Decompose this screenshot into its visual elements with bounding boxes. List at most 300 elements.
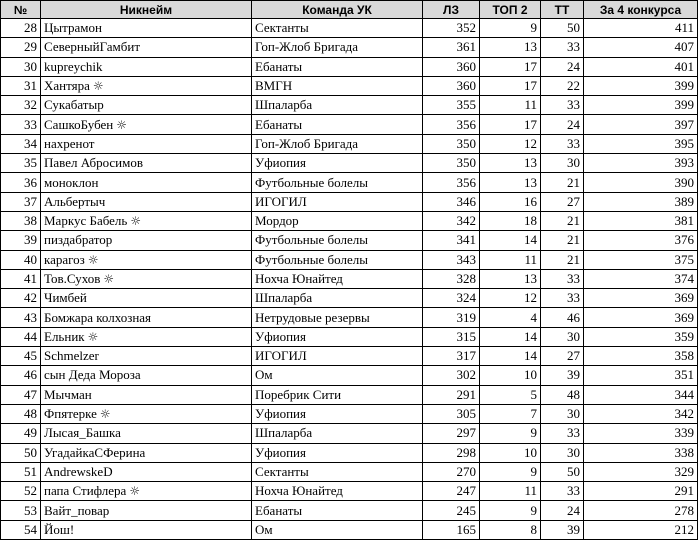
total-cell-text: 393 — [674, 155, 694, 171]
rank-cell-text: 37 — [24, 193, 37, 209]
lz-cell — [423, 308, 480, 327]
total-cell-text: 359 — [674, 328, 694, 344]
lz-cell — [423, 173, 480, 192]
rank-cell — [1, 347, 41, 366]
nickname-cell — [41, 308, 252, 327]
nickname-cell-text: моноклон — [44, 174, 99, 190]
top2-cell-text: 8 — [530, 521, 537, 537]
lz-cell-text: 328 — [456, 271, 476, 286]
nickname-cell-text: Бомжара колхозная — [44, 309, 152, 325]
tt-cell-text: 50 — [567, 20, 580, 36]
top2-cell — [480, 211, 541, 230]
total-cell — [584, 520, 698, 539]
lz-cell — [423, 76, 480, 95]
top2-cell — [480, 289, 541, 308]
total-cell — [584, 134, 698, 153]
rank-cell-text: 35 — [24, 155, 37, 171]
team-cell-text: Ом — [255, 367, 273, 383]
rank-cell-text: 48 — [24, 406, 37, 422]
tt-cell — [541, 134, 584, 153]
tt-cell-text: 21 — [567, 174, 580, 190]
team-cell — [252, 76, 423, 95]
lz-cell — [423, 443, 480, 462]
team-cell — [252, 38, 423, 57]
tt-cell — [541, 347, 584, 366]
lz-cell — [423, 366, 480, 385]
top2-cell-text: 9 — [530, 20, 537, 36]
nickname-cell-text: Ельник — [44, 328, 85, 344]
nickname-cell — [41, 211, 252, 230]
header-team: Команда УК — [252, 1, 423, 19]
rank-cell-text: 30 — [24, 58, 37, 74]
tt-cell-text: 50 — [567, 463, 580, 479]
rank-cell — [1, 115, 41, 134]
table-row — [1, 173, 698, 192]
tt-cell-text: 30 — [567, 444, 580, 460]
team-cell — [252, 19, 423, 38]
top2-cell — [480, 134, 541, 153]
table-row — [1, 424, 698, 443]
team-cell-text: Уфиопия — [255, 328, 306, 344]
rank-cell-text: 43 — [24, 309, 37, 325]
top2-cell — [480, 443, 541, 462]
lz-cell-text: 291 — [456, 386, 476, 402]
tt-cell-text: 27 — [567, 193, 580, 209]
team-cell-text: Футбольные болелы — [255, 232, 368, 248]
total-cell-text: 351 — [674, 367, 694, 383]
top2-cell — [480, 462, 541, 481]
table-row — [1, 96, 698, 115]
tt-cell — [541, 308, 584, 327]
total-cell-text: 338 — [674, 444, 694, 460]
top2-cell-text: 13 — [524, 155, 537, 171]
top2-cell — [480, 76, 541, 95]
team-cell — [252, 192, 423, 211]
team-cell — [252, 308, 423, 327]
rank-cell — [1, 482, 41, 501]
rank-cell — [1, 501, 41, 520]
tt-cell-text: 21 — [567, 232, 580, 248]
nickname-cell — [41, 443, 252, 462]
team-cell — [252, 154, 423, 173]
total-cell-text: 369 — [674, 290, 694, 306]
rank-cell-text: 50 — [24, 444, 37, 460]
top2-cell-text: 17 — [524, 116, 537, 132]
nickname-cell-text: Павел Абросимов — [44, 155, 143, 171]
nickname-cell — [41, 173, 252, 192]
nickname-cell-text: карагоз — [44, 251, 85, 267]
rank-cell-text: 44 — [24, 328, 37, 344]
header-number: № — [1, 1, 41, 19]
top2-cell-text: 13 — [524, 39, 537, 55]
tt-cell-text: 33 — [567, 135, 580, 151]
total-cell-text: 342 — [674, 406, 694, 422]
total-cell-text: 399 — [674, 97, 694, 113]
team-cell — [252, 385, 423, 404]
total-cell — [584, 57, 698, 76]
team-cell — [252, 96, 423, 115]
top2-cell-text: 17 — [524, 58, 537, 74]
team-cell-text: Ебанаты — [255, 502, 303, 518]
rank-cell — [1, 520, 41, 539]
table-row — [1, 501, 698, 520]
tt-cell — [541, 154, 584, 173]
lz-cell-text: 247 — [456, 483, 476, 499]
tt-cell — [541, 115, 584, 134]
team-cell-text: Футбольные болелы — [255, 251, 368, 267]
lz-cell-text: 305 — [456, 406, 476, 422]
table-row — [1, 462, 698, 481]
lz-cell — [423, 424, 480, 443]
top2-cell — [480, 366, 541, 385]
top2-cell — [480, 520, 541, 539]
total-cell — [584, 424, 698, 443]
tt-cell-text: 48 — [567, 386, 580, 402]
lz-cell — [423, 134, 480, 153]
nickname-cell — [41, 269, 252, 288]
team-cell-text: Нохча Юнайтед — [255, 483, 343, 499]
rank-cell — [1, 443, 41, 462]
lz-cell — [423, 327, 480, 346]
rank-cell-text: 32 — [24, 97, 37, 113]
rank-cell — [1, 269, 41, 288]
nickname-cell-text: Чимбей — [44, 290, 87, 306]
lz-cell — [423, 404, 480, 423]
rank-cell — [1, 308, 41, 327]
rank-cell — [1, 366, 41, 385]
rank-cell-text: 49 — [24, 425, 37, 441]
nickname-cell — [41, 154, 252, 173]
top2-cell — [480, 347, 541, 366]
total-cell-text: 344 — [674, 386, 694, 402]
rank-cell — [1, 424, 41, 443]
table-row — [1, 19, 698, 38]
top2-cell — [480, 57, 541, 76]
top2-cell-text: 13 — [524, 174, 537, 190]
rank-cell-text: 38 — [24, 213, 37, 229]
lz-cell — [423, 211, 480, 230]
header-lz: ЛЗ — [423, 1, 480, 19]
nickname-cell-text: СеверныйГамбит — [44, 39, 141, 55]
tt-cell — [541, 520, 584, 539]
team-cell — [252, 231, 423, 250]
lz-cell — [423, 289, 480, 308]
tt-cell — [541, 192, 584, 211]
table-row — [1, 308, 698, 327]
lz-cell — [423, 250, 480, 269]
rank-cell — [1, 173, 41, 192]
total-cell — [584, 404, 698, 423]
total-cell-text: 369 — [674, 309, 694, 325]
team-cell — [252, 134, 423, 153]
tt-cell-text: 24 — [567, 116, 580, 132]
team-cell — [252, 501, 423, 520]
rank-cell-text: 34 — [24, 135, 37, 151]
tt-cell — [541, 19, 584, 38]
total-cell — [584, 115, 698, 134]
nickname-cell-text: Мычман — [44, 386, 92, 402]
lz-cell — [423, 96, 480, 115]
rank-cell — [1, 76, 41, 95]
nickname-cell-text: Сукабатыр — [44, 97, 104, 113]
tt-cell — [541, 231, 584, 250]
sun-icon: ☼ — [92, 79, 104, 94]
nickname-cell — [41, 404, 252, 423]
tt-cell — [541, 76, 584, 95]
rank-cell-text: 53 — [24, 502, 37, 518]
header-row — [1, 1, 698, 19]
team-cell-text: ВМГН — [255, 78, 293, 94]
team-cell-text: Поребрик Сити — [255, 386, 342, 402]
nickname-cell — [41, 520, 252, 539]
rank-cell — [1, 134, 41, 153]
lz-cell-text: 324 — [456, 290, 476, 306]
sun-icon: ☼ — [87, 252, 99, 267]
total-cell — [584, 462, 698, 481]
sun-icon: ☼ — [130, 214, 142, 229]
top2-cell — [480, 501, 541, 520]
tt-cell-text: 21 — [567, 213, 580, 229]
tt-cell — [541, 424, 584, 443]
top2-cell — [480, 192, 541, 211]
nickname-cell — [41, 134, 252, 153]
tt-cell — [541, 327, 584, 346]
top2-cell-text: 12 — [524, 135, 537, 151]
total-cell — [584, 173, 698, 192]
top2-cell — [480, 424, 541, 443]
total-cell — [584, 327, 698, 346]
rank-cell-text: 39 — [24, 232, 37, 248]
team-cell — [252, 173, 423, 192]
tt-cell-text: 24 — [567, 58, 580, 74]
lz-cell — [423, 192, 480, 211]
team-cell-text: Гоп-Жлоб Бригада — [255, 39, 359, 55]
top2-cell — [480, 154, 541, 173]
team-cell — [252, 520, 423, 539]
nickname-cell-text: Хантяра — [44, 78, 90, 94]
lz-cell-text: 270 — [456, 463, 476, 479]
team-cell-text: Уфиопия — [255, 406, 306, 422]
tt-cell — [541, 289, 584, 308]
total-cell — [584, 211, 698, 230]
lz-cell-text: 342 — [456, 213, 476, 229]
rank-cell — [1, 211, 41, 230]
rank-cell-text: 47 — [24, 386, 37, 402]
team-cell — [252, 482, 423, 501]
team-cell — [252, 211, 423, 230]
tt-cell — [541, 385, 584, 404]
table-row — [1, 366, 698, 385]
header-total: За 4 конкурса — [584, 1, 698, 19]
table-row — [1, 347, 698, 366]
total-cell-text: 329 — [674, 463, 694, 479]
total-cell — [584, 347, 698, 366]
table-row — [1, 385, 698, 404]
nickname-cell — [41, 289, 252, 308]
lz-cell-text: 245 — [456, 502, 476, 518]
header-top2: ТОП 2 — [480, 1, 541, 19]
lz-cell-text: 297 — [456, 425, 476, 441]
lz-cell — [423, 231, 480, 250]
table-row — [1, 115, 698, 134]
tt-cell-text: 39 — [567, 367, 580, 383]
tt-cell — [541, 250, 584, 269]
lz-cell — [423, 385, 480, 404]
lz-cell-text: 361 — [456, 39, 476, 55]
rank-cell-text: 52 — [24, 483, 37, 499]
team-cell-text: ИГОГИЛ — [255, 348, 307, 364]
sun-icon: ☼ — [103, 272, 115, 286]
lz-cell-text: 350 — [456, 135, 476, 151]
top2-cell-text: 14 — [524, 348, 537, 364]
rank-cell — [1, 385, 41, 404]
top2-cell-text: 9 — [530, 502, 537, 518]
table-body — [1, 19, 698, 540]
nickname-cell-text: СашкоБубен — [44, 116, 114, 132]
nickname-cell-text: kupreychik — [44, 58, 103, 74]
lz-cell-text: 355 — [456, 97, 476, 113]
rank-cell-text: 51 — [24, 463, 37, 479]
top2-cell — [480, 231, 541, 250]
top2-cell-text: 14 — [524, 232, 537, 248]
total-cell-text: 411 — [674, 20, 694, 36]
top2-cell — [480, 269, 541, 288]
tt-cell — [541, 173, 584, 192]
rank-cell — [1, 404, 41, 423]
lz-cell — [423, 19, 480, 38]
rank-cell — [1, 96, 41, 115]
rank-cell-text: 42 — [24, 290, 37, 306]
tt-cell-text: 24 — [567, 502, 580, 518]
total-cell-text: 399 — [674, 78, 694, 94]
lz-cell — [423, 154, 480, 173]
table-row — [1, 211, 698, 230]
nickname-cell — [41, 366, 252, 385]
total-cell-text: 291 — [674, 483, 694, 499]
total-cell-text: 212 — [674, 521, 694, 537]
rank-cell — [1, 57, 41, 76]
team-cell-text: Сектанты — [255, 463, 309, 479]
team-cell-text: Ебанаты — [255, 116, 303, 132]
tt-cell-text: 33 — [567, 290, 580, 306]
tt-cell — [541, 404, 584, 423]
team-cell — [252, 404, 423, 423]
tt-cell-text: 22 — [567, 78, 580, 94]
lz-cell-text: 302 — [456, 367, 476, 383]
total-cell-text: 389 — [674, 193, 694, 209]
lz-cell — [423, 462, 480, 481]
tt-cell-text: 33 — [567, 425, 580, 441]
lz-cell — [423, 501, 480, 520]
tt-cell — [541, 211, 584, 230]
total-cell-text: 374 — [674, 271, 694, 286]
total-cell-text: 395 — [674, 135, 694, 151]
rank-cell — [1, 289, 41, 308]
rank-cell — [1, 19, 41, 38]
nickname-cell — [41, 19, 252, 38]
team-cell-text: ИГОГИЛ — [255, 193, 307, 209]
table-row — [1, 76, 698, 95]
top2-cell — [480, 19, 541, 38]
tt-cell — [541, 269, 584, 288]
team-cell — [252, 347, 423, 366]
rank-cell — [1, 154, 41, 173]
lz-cell — [423, 38, 480, 57]
top2-cell-text: 12 — [524, 290, 537, 306]
nickname-cell-text: сын Деда Мороза — [44, 367, 141, 383]
table-row — [1, 38, 698, 57]
team-cell-text: Гоп-Жлоб Бригада — [255, 135, 359, 151]
team-cell-text: Мордор — [255, 213, 299, 229]
nickname-cell — [41, 327, 252, 346]
tt-cell-text: 30 — [567, 155, 580, 171]
team-cell — [252, 250, 423, 269]
nickname-cell — [41, 501, 252, 520]
rank-cell — [1, 38, 41, 57]
tt-cell-text: 33 — [567, 271, 580, 286]
top2-cell-text: 10 — [524, 367, 537, 383]
lz-cell-text: 350 — [456, 155, 476, 171]
nickname-cell — [41, 462, 252, 481]
top2-cell-text: 9 — [530, 425, 537, 441]
lz-cell-text: 343 — [456, 251, 476, 267]
tt-cell-text: 33 — [567, 483, 580, 499]
nickname-cell — [41, 57, 252, 76]
total-cell-text: 376 — [674, 232, 694, 248]
nickname-cell-text: пиздабратор — [44, 232, 113, 248]
total-cell-text: 390 — [674, 174, 694, 190]
team-cell-text: Ом — [255, 521, 273, 537]
lz-cell-text: 360 — [456, 78, 476, 94]
nickname-cell — [41, 231, 252, 250]
total-cell — [584, 250, 698, 269]
nickname-cell-text: Тов.Сухов — [44, 271, 101, 286]
team-cell-text: Уфиопия — [255, 155, 306, 171]
nickname-cell-text: AndrewskeD — [44, 463, 113, 479]
total-cell — [584, 192, 698, 211]
rank-cell-text: 41 — [24, 271, 37, 286]
lz-cell-text: 317 — [456, 348, 476, 364]
total-cell — [584, 96, 698, 115]
team-cell — [252, 269, 423, 288]
lz-cell-text: 360 — [456, 58, 476, 74]
tt-cell — [541, 462, 584, 481]
top2-cell-text: 18 — [524, 213, 537, 229]
top2-cell — [480, 250, 541, 269]
lz-cell-text: 341 — [456, 232, 476, 248]
top2-cell-text: 11 — [524, 483, 537, 499]
total-cell — [584, 289, 698, 308]
total-cell — [584, 76, 698, 95]
nickname-cell-text: Альбертыч — [44, 193, 106, 209]
top2-cell — [480, 173, 541, 192]
nickname-cell — [41, 115, 252, 134]
top2-cell-text: 4 — [530, 309, 537, 325]
total-cell-text: 381 — [674, 213, 694, 229]
tt-cell — [541, 57, 584, 76]
tt-cell-text: 21 — [567, 251, 580, 267]
team-cell — [252, 443, 423, 462]
top2-cell-text: 9 — [530, 463, 537, 479]
sun-icon: ☼ — [116, 117, 128, 132]
nickname-cell — [41, 38, 252, 57]
total-cell-text: 358 — [674, 348, 694, 364]
table-row — [1, 404, 698, 423]
rank-cell-text: 46 — [24, 367, 37, 383]
table-row — [1, 327, 698, 346]
total-cell — [584, 19, 698, 38]
rank-cell — [1, 462, 41, 481]
